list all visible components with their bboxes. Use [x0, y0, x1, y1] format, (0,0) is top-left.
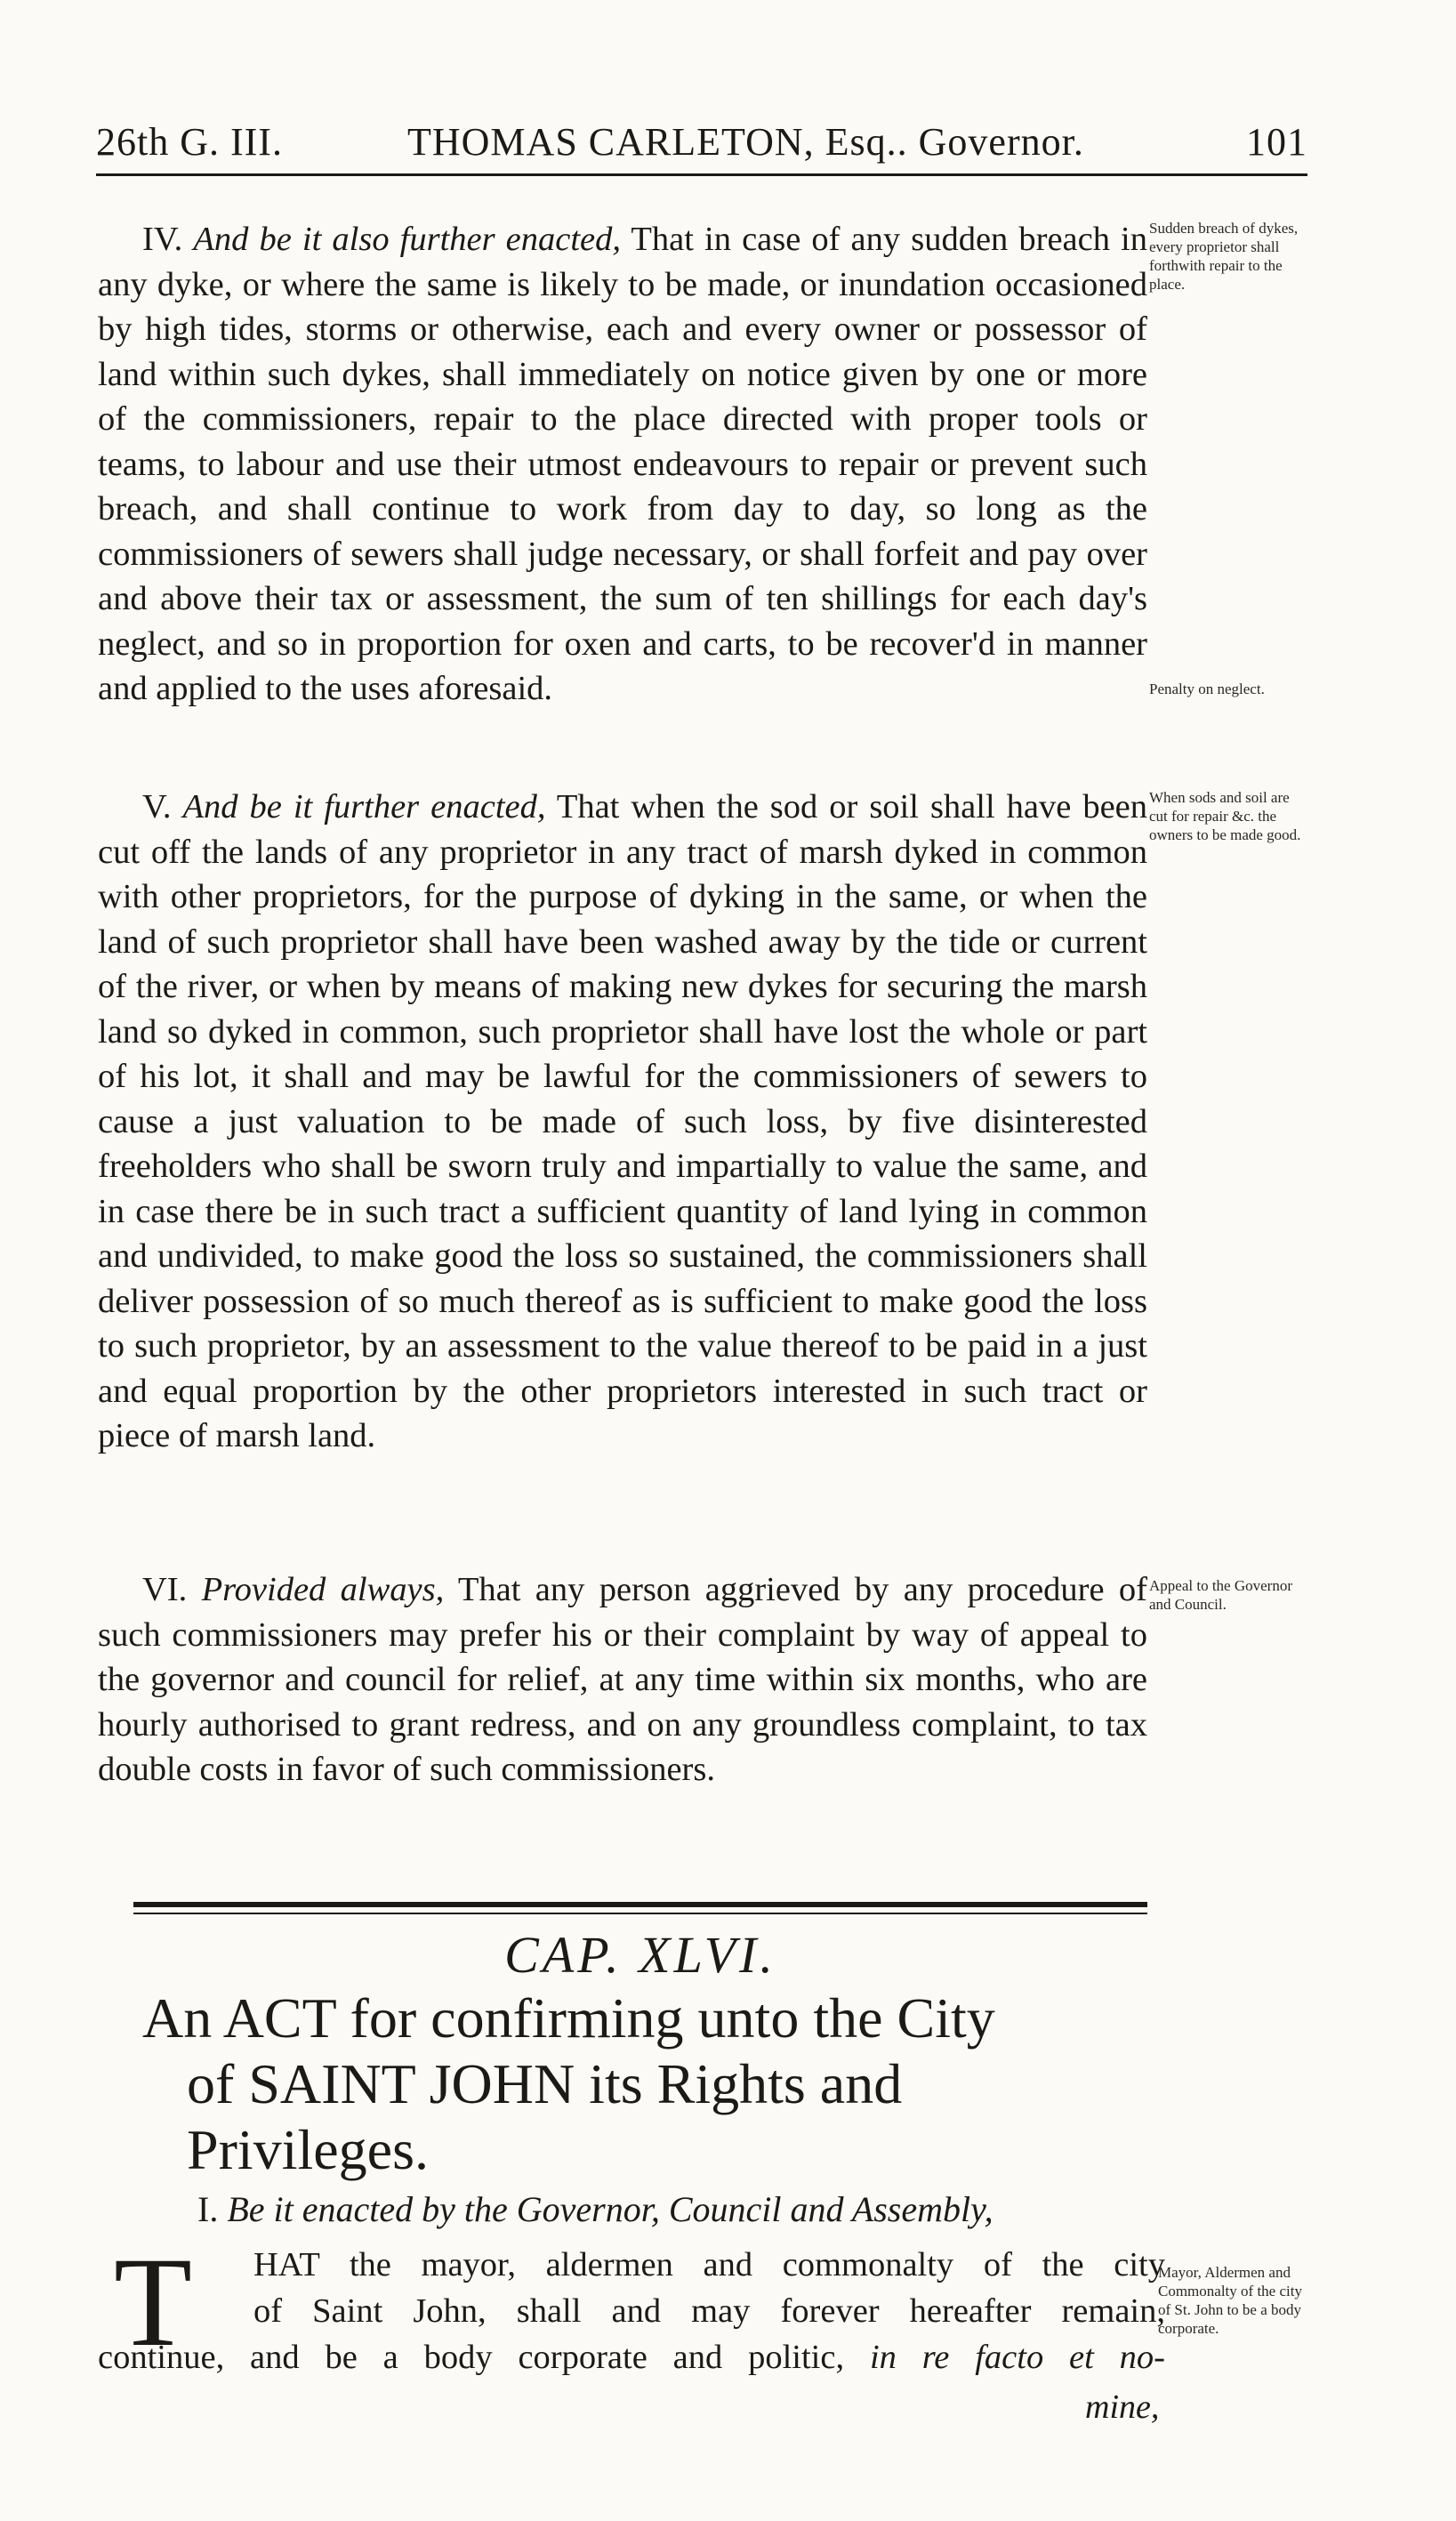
page-number: 101 — [1246, 120, 1307, 164]
section-iv — [98, 217, 1147, 712]
section-lead: And be it also further enacted, — [193, 221, 622, 258]
margin-note-mayor: Mayor, Aldermen and Commonalty of the city of St. John to be a body corporate. — [1158, 2264, 1302, 2337]
header-regnal-year: 26th G. III. — [96, 120, 283, 164]
section-numeral: VI. — [142, 1571, 188, 1608]
margin-note-sods: When sods and soil are cut for repair &c. the owners to be made good. — [1149, 789, 1301, 843]
section-text: That when the sod or soil shall have been cut off the lands of any proprietor in any tract of marsh dyked in common with other proprietors, for the purpose of dyking in the same, or when the land of such proprietor shall have been washed away by the tide or current of the river, or when by means of making new dykes for securing the marsh land so dyked in common, such proprietor shall have lost the whole or part of his lot, it shall and may be lawful for the commissioners of sewers to cause a just valuation to be made of such loss, by five disinterested freeholders who shall be sworn truly and impartially to value the same, and in case there be in such tract a sufficient quantity of land lying in common and undivided, to make good the loss so sustained, the commissioners shall deliver possession of so much thereof as is sufficient to make good the loss to such proprietor, by an assessment to the value thereof to be paid in a just and equal proportion by the other proprietors interested in such tract or piece of marsh land. — [98, 788, 1148, 1454]
section-numeral: V. — [142, 788, 172, 826]
chapter-rule-thick — [133, 1902, 1147, 1907]
chapter-number: CAP. XLVI. — [504, 1926, 776, 1984]
margin-note-penalty: Penalty on neglect. — [1149, 681, 1265, 697]
section-lead: Provided always, — [201, 1571, 445, 1608]
act-body-plain: continue, and be a body corporate and politic, — [98, 2339, 845, 2376]
header-rule — [96, 173, 1307, 176]
section-vi — [98, 1567, 1147, 1792]
act-title-line: An ACT for confirming unto the City — [142, 1986, 995, 2050]
drop-capital: T — [114, 2232, 192, 2373]
enact-numeral: I. — [197, 2189, 219, 2229]
margin-note-sudden-breach: Sudden breach of dykes, every proprietor shall forthwith repair to the place. — [1149, 220, 1299, 293]
enact-clause: Be it enacted by the Governor, Council and Assembly, — [227, 2189, 993, 2229]
catchword: mine, — [1085, 2388, 1160, 2426]
section-lead: And be it further enacted, — [182, 788, 546, 826]
act-title — [133, 1985, 1174, 2183]
chapter-rule-thin — [133, 1913, 1147, 1914]
enacting-clause — [197, 2188, 993, 2230]
section-text: That any person aggrieved by any procedure of such commissioners may prefer his or their complaint by way of appeal to the governor and council for relief, at any time within six months, who are hourly authorised to grant redress, and on any groundless complaint, to tax double costs in favor of such commissioners. — [98, 1571, 1148, 1788]
header-governor: THOMAS CARLETON, Esq.. Governor. — [407, 120, 1084, 164]
section-v — [98, 785, 1147, 1459]
act-body-line: of Saint John, shall and may forever hereafter remain, — [253, 2292, 1165, 2330]
act-body — [98, 2232, 1165, 2380]
section-numeral: IV. — [142, 221, 183, 258]
act-title-line: Privileges. — [187, 2118, 429, 2181]
section-text: That in case of any sudden breach in any dyke, or where the same is likely to be made, or inundation occasioned by high tides, storms or otherwise, each and every owner or possessor of land within such dykes, shall immediately on notice given by one or more of the commissioners, repair to the place directed with proper tools or teams, to labour and use their utmost endeavours to repair or prevent such breach, and shall continue to work from day to day, so long as the commissioners of sewers shall judge necessary, or shall forfeit and pay over and above their tax or assessment, the sum of ten shillings for each day's neglect, and so in proportion for oxen and carts, to be recover'd in manner and applied to the uses aforesaid. — [98, 221, 1147, 707]
running-header — [96, 114, 1307, 176]
act-body-italic: in re facto et no- — [869, 2339, 1165, 2376]
act-body-line: HAT the mayor, aldermen and commonalty of the city — [253, 2246, 1165, 2283]
act-title-line: of SAINT JOHN its Rights and — [187, 2052, 903, 2115]
act-body-line — [98, 2334, 1165, 2380]
margin-note-appeal: Appeal to the Governor and Council. — [1149, 1577, 1292, 1613]
